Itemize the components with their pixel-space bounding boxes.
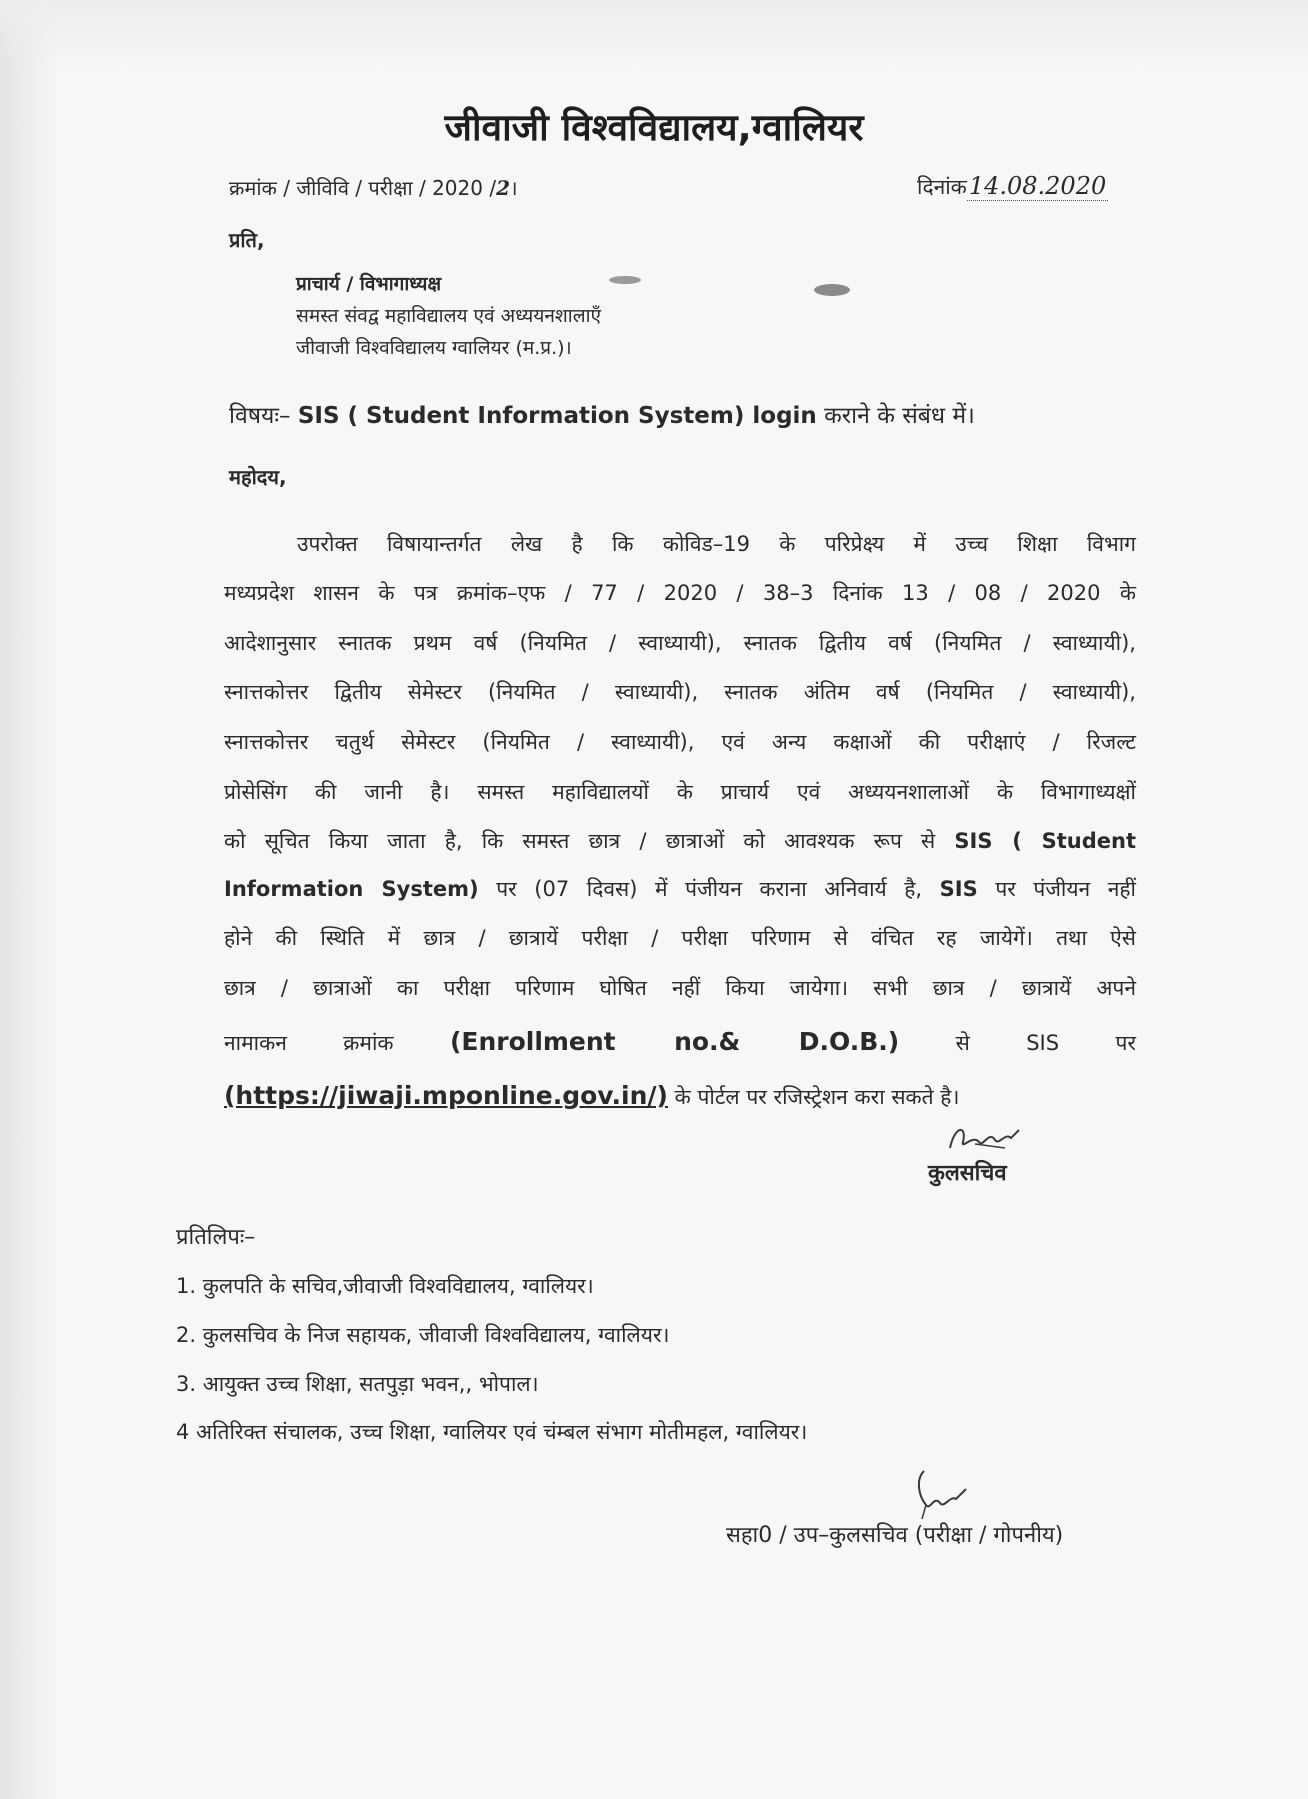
subject-bold: SIS ( Student Information System) login <box>297 403 817 429</box>
body-line-1: उपरोक्त विषायान्तर्गत लेख है कि कोविड–19 के परिप्रेक्ष्य में उच्च शिक्षा विभाग <box>297 532 1136 556</box>
ink-smudge <box>605 274 645 286</box>
body-line-6: प्रोसेसिंग की जानी है। समस्त महाविद्यालयों के प्राचार्य एवं अध्ययनशालाओं के विभागाध्यक्षों <box>224 780 1136 804</box>
body-line-2: मध्यप्रदेश शासन के पत्र क्रमांक–एफ / 77 / 2020 / 38–3 दिनांक 13 / 08 / 2020 के <box>224 581 1136 605</box>
copy-item: 3. आयुक्त उच्च शिक्षा, सतपुड़ा भवन,, भोपाल। <box>176 1372 539 1396</box>
to-label: प्रति, <box>229 228 265 252</box>
body-line-5: स्नात्तकोत्तर चतुर्थ सेमेस्टर (नियमित / स्वाध्यायी), एवं अन्य कक्षाओं की परीक्षाएं / रिजल्ट <box>224 730 1136 754</box>
address-line-1: प्राचार्य / विभागाध्यक्ष <box>296 273 442 295</box>
deputy-registrar-title: सहा0 / उप–कुलसचिव (परीक्षा / गोपनीय) <box>726 1523 1064 1548</box>
scan-shadow-top <box>0 0 1308 70</box>
portal-link[interactable]: (https://jiwaji.mponline.gov.in/) <box>224 1081 668 1110</box>
registrar-signature <box>945 1120 1025 1160</box>
copy-item: 4 अतिरिक्त संचालक, उच्च शिक्षा, ग्वालियर एवं चंम्बल संभाग मोतीमहल, ग्वालियर। <box>176 1420 808 1444</box>
letter-date: दिनांक14.08.2020 <box>917 172 1107 200</box>
salutation: महोदय, <box>229 465 287 489</box>
copy-item: 2. कुलसचिव के निज सहायक, जीवाजी विश्वविद्यालय, ग्वालियर। <box>176 1323 670 1347</box>
address-line-2: समस्त संवद्व महाविद्यालय एवं अध्ययनशालाएँ <box>296 305 602 327</box>
ink-smudge <box>808 282 854 298</box>
subject-line: विषयः– SIS ( Student Information System) login कराने के संबंध में। <box>229 403 975 429</box>
body-line-8: Information System) पर (07 दिवस) में पंजीयन कराना अनिवार्य है, SIS पर पंजीयन नहीं <box>224 877 1136 901</box>
copy-heading: प्रतिलिपः– <box>176 1225 256 1250</box>
body-line-9: होने की स्थिति में छात्र / छात्रायें परीक्षा / परीक्षा परिणाम से वंचित रह जायेगें। तथा ऐसे <box>224 926 1136 950</box>
handwritten-ref-number: 2 <box>496 176 510 200</box>
body-line-3: आदेशानुसार स्नातक प्रथम वर्ष (नियमित / स्वाध्यायी), स्नातक द्वितीय वर्ष (नियमित / स्वाध्यायी), <box>224 631 1136 655</box>
body-line-12: (https://jiwaji.mponline.gov.in/) के पोर्टल पर रजिस्ट्रेशन करा सकते है। <box>224 1081 960 1110</box>
scan-shadow-left <box>0 0 60 1799</box>
reference-number: क्रमांक / जीविवि / परीक्षा / 2020 /2। <box>229 176 518 200</box>
deputy-registrar-signature <box>910 1465 970 1521</box>
university-title: जीवाजी विश्वविद्यालय,ग्वालियर <box>444 106 864 149</box>
body-line-7: को सूचित किया जाता है, कि समस्त छात्र / छात्राओं को आवश्यक रूप से SIS ( Student <box>224 829 1136 853</box>
body-line-11: नामाकन क्रमांक (Enrollment no.& D.O.B.) से SIS पर <box>224 1027 1136 1056</box>
body-line-4: स्नात्तकोत्तर द्वितीय सेमेस्टर (नियमित / स्वाध्यायी), स्नातक अंतिम वर्ष (नियमित / स्वाध्यायी), <box>224 680 1136 704</box>
handwritten-date: 14.08.2020 <box>968 172 1107 200</box>
body-line-10: छात्र / छात्राओं का परीक्षा परिणाम घोषित नहीं किया जायेगा। सभी छात्र / छात्रायें अपने <box>224 976 1136 1000</box>
registrar-title: कुलसचिव <box>928 1161 1007 1186</box>
address-line-3: जीवाजी विश्वविद्यालय ग्वालियर (म.प्र.)। <box>296 337 572 359</box>
copy-item: 1. कुलपति के सचिव,जीवाजी विश्वविद्यालय, ग्वालियर। <box>176 1274 594 1298</box>
